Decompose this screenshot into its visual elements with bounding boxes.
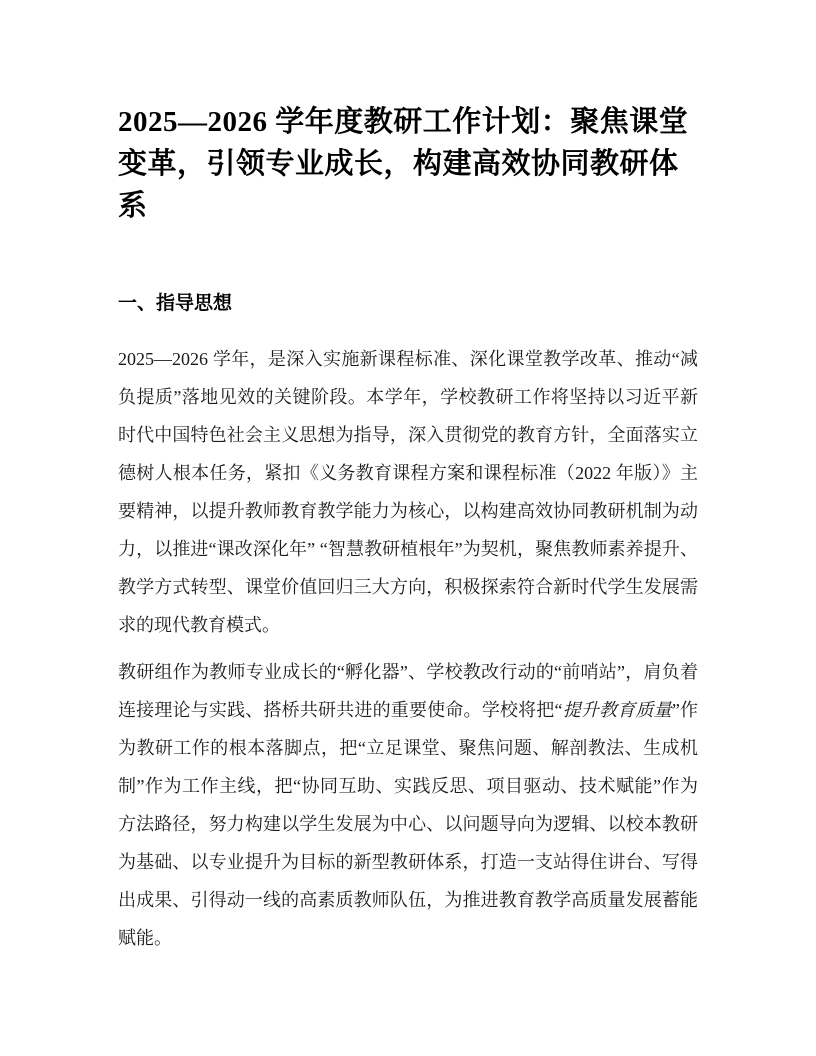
section-heading-guiding-ideology: 一、指导思想 (118, 293, 233, 314)
paragraph-2 (118, 653, 698, 957)
paragraph-2-italic-phrase: 提升教育质量 (562, 700, 672, 720)
paragraph-1: 2025—2026 学年，是深入实施新课程标准、深化课堂教学改革、推动“减负提质”落地见效的关键阶段。本学年，学校教研工作将坚持以习近平新时代中国特色社会主义思想为指导，深入贯彻党的教育方针，全面落实立德树人根本任务，紧扣《义务教育课程方案和课程标准（2022 年版）》主要精神，以提升教师教育教学能力为核心，以构建高效协同教研机制为动力，以推进“课改深化年” “智慧教研植根年”为契机，聚焦教师素养提升、教学方式转型、课堂价值回归三大方向，积极探索符合新时代学生发展需求的现代教育模式。 (118, 349, 698, 635)
paragraph-2-segment-3: ”作为教研工作的根本落脚点，把“立足课堂、聚焦问题、解剖教法、生成机制”作为工作主线，把“协同互助、实践反思、项目驱动、技术赋能”作为方法路径，努力构建以学生发展为中心、以问题导向为逻辑、以校本教研为基础、以专业提升为目标的新型教研体系，打造一支站得住讲台、写得出成果、引得动一线的高素质教师队伍，为推进教育教学高质量发展蓄能赋能。 (118, 700, 698, 948)
paragraph-2-segment-1: 教研组作为教师专业成长的“孵化器”、学校教改行动的“前哨站”，肩负着连接理论与实践、搭桥共研共进的重要使命。学校将把“ (118, 662, 698, 720)
document-title: 2025—2026 学年度教研工作计划：聚焦课堂变革，引领专业成长，构建高效协同教研体系 (118, 106, 689, 222)
